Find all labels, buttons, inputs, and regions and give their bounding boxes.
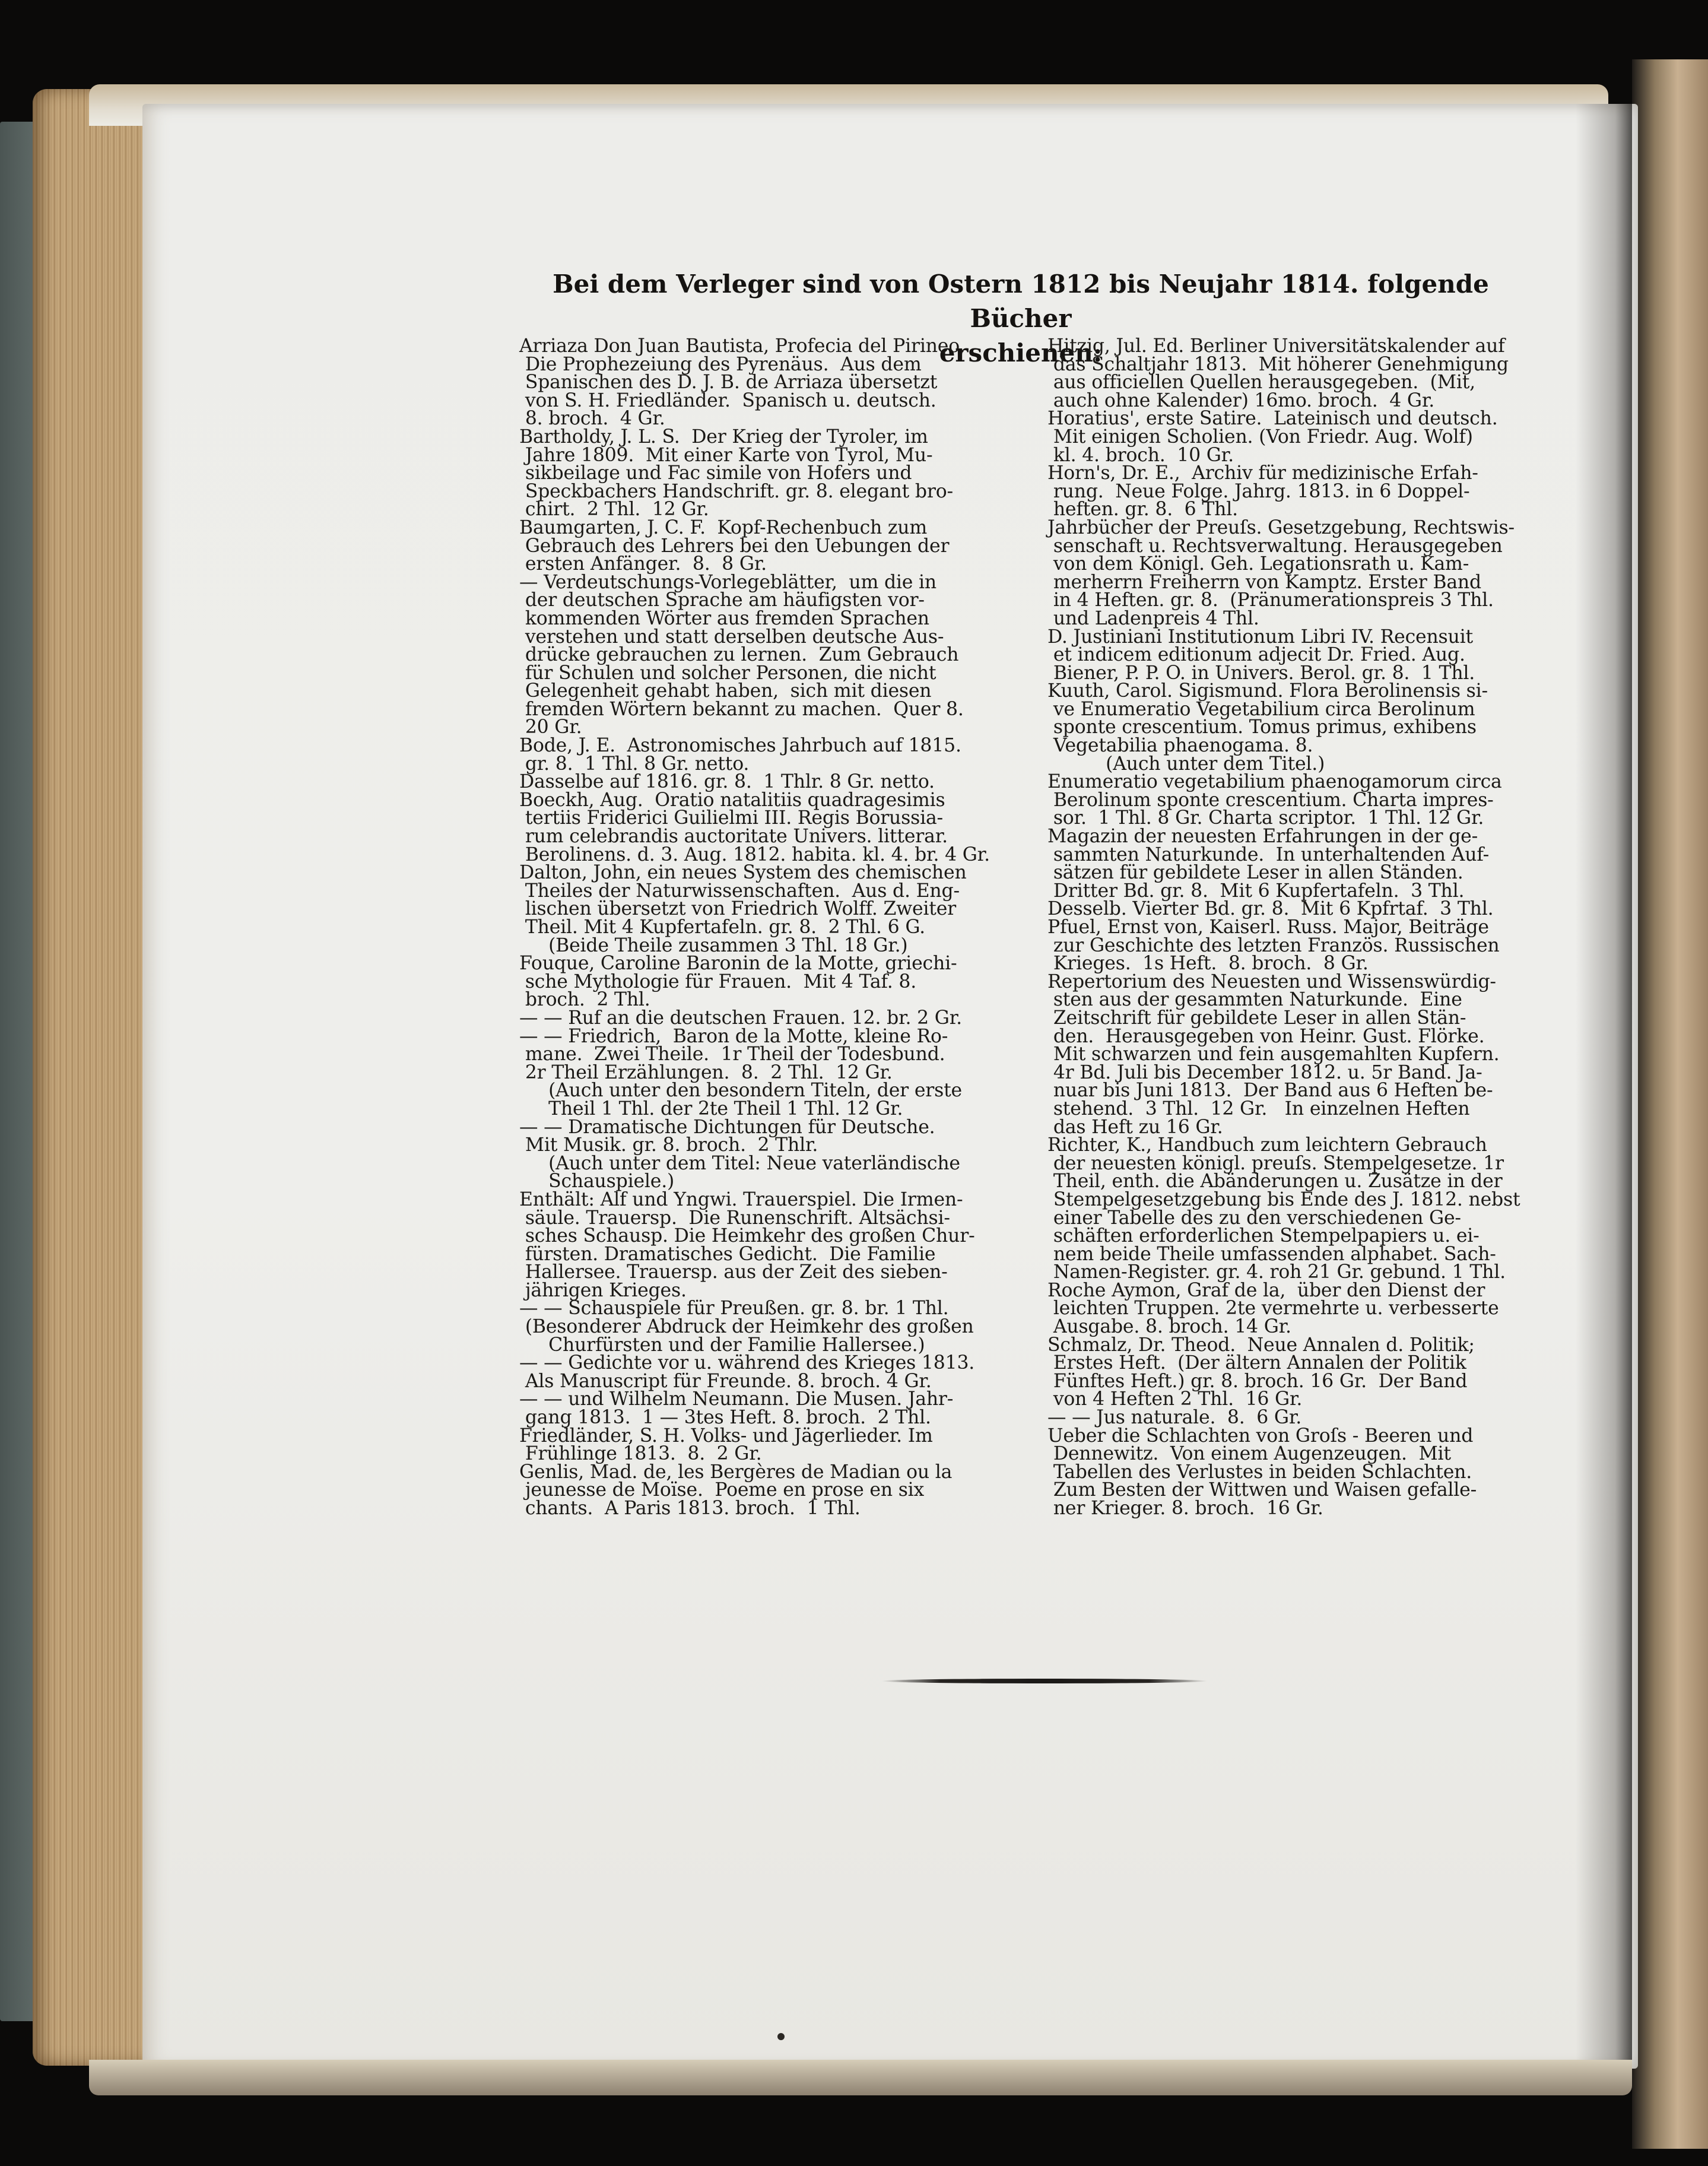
catalogue-line: sche Mythologie für Frauen. Mit 4 Taf. 8. [519,971,917,992]
catalogue-line: Fünftes Heft.) gr. 8. broch. 16 Gr. Der Band [1047,1370,1468,1392]
catalogue-line: chants. A Paris 1813. broch. 1 Thl. [519,1498,861,1519]
catalogue-line: das Heft zu 16 Gr. [1047,1116,1223,1138]
catalogue-line: Arriaza Don Juan Bautista, Profecia del Pirineo. [519,335,966,357]
catalogue-line: Bartholdy, J. L. S. Der Krieg der Tyroler, im [519,426,928,448]
catalogue-line: Krieges. 1s Heft. 8. broch. 8 Gr. [1047,953,1369,975]
catalogue-line: Zeitschrift für gebildete Leser in allen Stän- [1047,1007,1466,1029]
catalogue-line: Die Prophezeiung des Pyrenäus. Aus dem [519,353,922,375]
catalogue-line: senschaft u. Rechtsverwaltung. Herausgegeben [1047,535,1503,557]
catalogue-line: Stempelgesetzgebung bis Ende des J. 1812. nebst [1047,1188,1520,1210]
page-bottom-edge [89,2060,1632,2095]
catalogue-line: jeunesse de Moïse. Poeme en prose en six [519,1479,925,1501]
catalogue-line: (Beide Theile zusammen 3 Thl. 18 Gr.) [519,934,908,956]
catalogue-line: Magazin der neuesten Erfahrungen in der ge- [1047,826,1478,848]
catalogue-line: ersten Anfänger. 8. 8 Gr. [519,553,767,575]
catalogue-line: Horn's, Dr. E., Archiv für medizinische Erfah- [1047,462,1478,484]
catalogue-line: Mit Musik. gr. 8. broch. 2 Thlr. [519,1134,818,1156]
catalogue-line: Dalton, John, ein neues System des chemischen [519,862,967,884]
catalogue-line: mane. Zwei Theile. 1r Theil der Todesbund. [519,1044,945,1065]
catalogue-line: Richter, K., Handbuch zum leichtern Gebrauch [1047,1134,1487,1156]
catalogue-line: broch. 2 Thl. [519,989,650,1011]
catalogue-line: und Ladenpreis 4 Thl. [1047,607,1259,629]
catalogue-line: jährigen Krieges. [519,1279,687,1301]
catalogue-line: der deutschen Sprache am häufigsten vor- [519,589,925,611]
catalogue-line: Jahrbücher der Preuſs. Gesetzgebung, Rechtswis- [1047,516,1515,538]
catalogue-line: Frühlinge 1813. 8. 2 Gr. [519,1443,762,1465]
catalogue-line: in 4 Heften. gr. 8. (Pränumerationspreis 3 Thl. [1047,589,1494,611]
catalogue-line: Ausgabe. 8. broch. 14 Gr. [1047,1316,1291,1338]
catalogue-line: leichten Truppen. 2te vermehrte u. verbesserte [1047,1298,1499,1320]
catalogue-line: ve Enumeratio Vegetabilium circa Berolinum [1047,698,1475,720]
catalogue-line: Erstes Heft. (Der ältern Annalen der Politik [1047,1352,1466,1374]
catalogue-line: — — Friedrich, Baron de la Motte, kleine Ro- [519,1025,948,1047]
catalogue-line: rum celebrandis auctoritate Univers. litterar. [519,826,948,848]
catalogue-line: Friedländer, S. H. Volks- und Jägerlieder. Im [519,1425,933,1447]
page-gutter-shadow [1576,104,1632,2069]
catalogue-line: lischen übersetzt von Friedrich Wolff. Zweiter [519,898,957,920]
catalogue-line: heften. gr. 8. 6 Thl. [1047,499,1238,521]
catalogue-line: — — Schauspiele für Preußen. gr. 8. br. 1 Thl. [519,1298,949,1320]
catalogue-line: Theil, enth. die Abänderungen u. Zusätze in der [1047,1171,1503,1193]
catalogue-line: sponte crescentium. Tomus primus, exhibens [1047,716,1477,738]
catalogue-line: Schmalz, Dr. Theod. Neue Annalen d. Politik; [1047,1334,1475,1356]
catalogue-line: Dennewitz. Von einem Augenzeugen. Mit [1047,1443,1451,1465]
catalogue-line: sor. 1 Thl. 8 Gr. Charta scriptor. 1 Thl. 12 Gr. [1047,807,1484,829]
catalogue-line: 20 Gr. [519,716,582,738]
catalogue-line: Tabellen des Verlustes in beiden Schlachten. [1047,1461,1472,1483]
catalogue-line: rung. Neue Folge. Jahrg. 1813. in 6 Doppel- [1047,480,1470,502]
catalogue-line: aus officiellen Quellen herausgegeben. (Mit, [1047,372,1475,394]
catalogue-line: sches Schausp. Die Heimkehr des großen Chur- [519,1225,975,1247]
catalogue-line: Pfuel, Ernst von, Kaiserl. Russ. Major, Beiträge [1047,916,1489,938]
catalogue-line: von dem Königl. Geh. Legationsrath u. Kam- [1047,553,1469,575]
catalogue-line: Biener, P. P. O. in Univers. Berol. gr. 8. 1 Thl. [1047,662,1475,684]
catalogue-line: kl. 4. broch. 10 Gr. [1047,444,1234,466]
catalogue-line: Roche Aymon, Graf de la, über den Dienst der [1047,1279,1485,1301]
catalogue-line: verstehen und statt derselben deutsche Aus- [519,626,944,648]
catalogue-line: Zum Besten der Wittwen und Waisen gefalle- [1047,1479,1477,1501]
catalogue-line: Boeckh, Aug. Oratio natalitiis quadragesimis [519,789,945,811]
facing-page-edge [1632,59,1708,2149]
catalogue-line: Theil 1 Thl. der 2te Theil 1 Thl. 12 Gr. [519,1098,903,1120]
catalogue-line: Vegetabilia phaenogama. 8. [1047,735,1313,757]
catalogue-line: Theil. Mit 4 Kupfertafeln. gr. 8. 2 Thl. 6 G. [519,916,925,938]
catalogue-line: Desselb. Vierter Bd. gr. 8. Mit 6 Kpfrtaf. 3 Thl. [1047,898,1494,920]
catalogue-line: — — Ruf an die deutschen Frauen. 12. br. 2 Gr. [519,1007,962,1029]
catalogue-line: — — Dramatische Dichtungen für Deutsche. [519,1116,935,1138]
catalogue-line: merherrn Freiherrn von Kamptz. Erster Band [1047,571,1481,593]
catalogue-line: Genlis, Mad. de, les Bergères de Madian ou la [519,1461,953,1483]
catalogue-line: Gebrauch des Lehrers bei den Uebungen der [519,535,950,557]
catalogue-line: 2r Theil Erzählungen. 8. 2 Thl. 12 Gr. [519,1061,893,1083]
catalogue-line: ner Krieger. 8. broch. 16 Gr. [1047,1498,1323,1519]
catalogue-line: gr. 8. 1 Thl. 8 Gr. netto. [519,753,750,775]
catalogue-line: Namen-Register. gr. 4. roh 21 Gr. gebund. 1 Thl. [1047,1261,1506,1283]
catalogue-line: Kuuth, Carol. Sigismund. Flora Berolinensis si- [1047,680,1488,702]
catalogue-line: von S. H. Friedländer. Spanisch u. deutsch. [519,389,936,411]
catalogue-line: Dasselbe auf 1816. gr. 8. 1 Thlr. 8 Gr. netto. [519,771,935,793]
catalogue-line: Als Manuscript für Freunde. 8. broch. 4 Gr. [519,1370,932,1392]
catalogue-line: gang 1813. 1 — 3tes Heft. 8. broch. 2 Thl. [519,1407,931,1429]
catalogue-line: auch ohne Kalender) 16mo. broch. 4 Gr. [1047,389,1435,411]
catalogue-line: sikbeilage und Fac simile von Hofers und [519,462,912,484]
catalogue-line: Berolinens. d. 3. Aug. 1812. habita. kl. 4. br. 4 Gr. [519,843,990,865]
catalogue-line: (Besonderer Abdruck der Heimkehr des großen [519,1316,974,1338]
catalogue-line: Berolinum sponte crescentium. Charta impres- [1047,789,1494,811]
catalogue-line: — — und Wilhelm Neumann. Die Musen. Jahr- [519,1388,954,1410]
catalogue-line: sten aus der gesammten Naturkunde. Eine [1047,989,1462,1011]
catalogue-right-column [1047,337,1582,1518]
catalogue-line: et indicem editionum adjecit Dr. Fried. Aug. [1047,644,1465,666]
heading-line-2: erschienen: [939,338,1103,367]
catalogue-line: nem beide Theile umfassenden alphabet. Sach- [1047,1243,1496,1265]
heading-line-1: Bei dem Verleger sind von Ostern 1812 bis Neujahr 1814. folgende Bücher [553,269,1489,333]
catalogue-line: Ueber die Schlachten von Groſs - Beeren und [1047,1425,1474,1447]
catalogue-line: der neuesten königl. preuſs. Stempelgesetze. 1r [1047,1152,1504,1174]
catalogue-line: Churfürsten und der Familie Hallersee.) [519,1334,925,1356]
catalogue-line: Theiles der Naturwissenschaften. Aus d. Eng- [519,880,960,902]
catalogue-line: Mit schwarzen und fein ausgemahlten Kupfern. [1047,1044,1500,1065]
catalogue-line: Mit einigen Scholien. (Von Friedr. Aug. Wolf) [1047,426,1473,448]
catalogue-line: für Schulen und solcher Personen, die nicht [519,662,936,684]
closing-rule [881,1679,1208,1683]
catalogue-line: von 4 Heften 2 Thl. 16 Gr. [1047,1388,1303,1410]
catalogue-line: den. Herausgegeben von Heinr. Gust. Flörke. [1047,1025,1485,1047]
catalogue-line: — Verdeutschungs-Vorlegeblätter, um die in [519,571,937,593]
catalogue-line: tertiis Friderici Guilielmi III. Regis Borussia- [519,807,943,829]
catalogue-line: Bode, J. E. Astronomisches Jahrbuch auf 1815. [519,735,961,757]
catalogue-left-column [519,337,1042,1518]
catalogue-line: (Auch unter den besondern Titeln, der erste [519,1080,962,1102]
catalogue-line: Enthält: Alf und Yngwi. Trauerspiel. Die Irmen- [519,1188,963,1210]
catalogue-line: chirt. 2 Thl. 12 Gr. [519,499,709,521]
catalogue-line: das Schaltjahr 1813. Mit höherer Genehmigung [1047,353,1509,375]
catalogue-line: drücke gebrauchen zu lernen. Zum Gebrauch [519,644,959,666]
catalogue-line: Schauspiele.) [519,1171,675,1193]
catalogue-line: — — Gedichte vor u. während des Krieges 1813. [519,1352,975,1374]
catalogue-line: Repertorium des Neuesten und Wissenswürdig- [1047,971,1496,992]
catalogue-line: schäften erforderlichen Stempelpapiers u. ei- [1047,1225,1480,1247]
catalogue-line: Enumeratio vegetabilium phaenogamorum circa [1047,771,1502,793]
catalogue-line: Spanischen des D. J. B. de Arriaza übersetzt [519,372,938,394]
catalogue-line: Baumgarten, J. C. F. Kopf-Rechenbuch zum [519,516,928,538]
catalogue-line: (Auch unter dem Titel.) [1047,753,1325,775]
page-mark-dot [777,2033,785,2040]
catalogue-line: Hitzig, Jul. Ed. Berliner Universitätskalender auf [1047,335,1505,357]
catalogue-line: nuar bis Juni 1813. Der Band aus 6 Heften be- [1047,1080,1493,1102]
catalogue-line: Jahre 1809. Mit einer Karte von Tyrol, Mu- [519,444,933,466]
catalogue-line: (Auch unter dem Titel: Neue vaterländische [519,1152,960,1174]
catalogue-line: stehend. 3 Thl. 12 Gr. In einzelnen Heften [1047,1098,1470,1120]
catalogue-line: Horatius', erste Satire. Lateinisch und deutsch. [1047,408,1498,430]
catalogue-line: 8. broch. 4 Gr. [519,408,665,430]
catalogue-line: zur Geschichte des letzten Französ. Russischen [1047,934,1500,956]
catalogue-line: Speckbachers Handschrift. gr. 8. elegant bro- [519,480,953,502]
catalogue-line: Fouque, Caroline Baronin de la Motte, griechi- [519,953,957,975]
catalogue-line: fremden Wörtern bekannt zu machen. Quer 8. [519,698,964,720]
catalogue-line: D. Justiniani Institutionum Libri IV. Recensuit [1047,626,1473,648]
catalogue-line: fürsten. Dramatisches Gedicht. Die Familie [519,1243,936,1265]
catalogue-line: Gelegenheit gehabt haben, sich mit diesen [519,680,932,702]
catalogue-line: einer Tabelle des zu den verschiedenen Ge- [1047,1207,1461,1229]
catalogue-line: säule. Trauersp. Die Runenschrift. Altsächsi- [519,1207,950,1229]
catalogue-line: sammten Naturkunde. In unterhaltenden Auf- [1047,843,1490,865]
catalogue-line: 4r Bd. Juli bis December 1812. u. 5r Band. Ja- [1047,1061,1482,1083]
catalogue-line: Dritter Bd. gr. 8. Mit 6 Kupfertafeln. 3 Thl. [1047,880,1465,902]
catalogue-line: — — Jus naturale. 8. 6 Gr. [1047,1407,1302,1429]
catalogue-line: sätzen für gebildete Leser in allen Ständen. [1047,862,1463,884]
catalogue-line: kommenden Wörter aus fremden Sprachen [519,607,929,629]
catalogue-line: Hallersee. Trauersp. aus der Zeit des sieben- [519,1261,948,1283]
